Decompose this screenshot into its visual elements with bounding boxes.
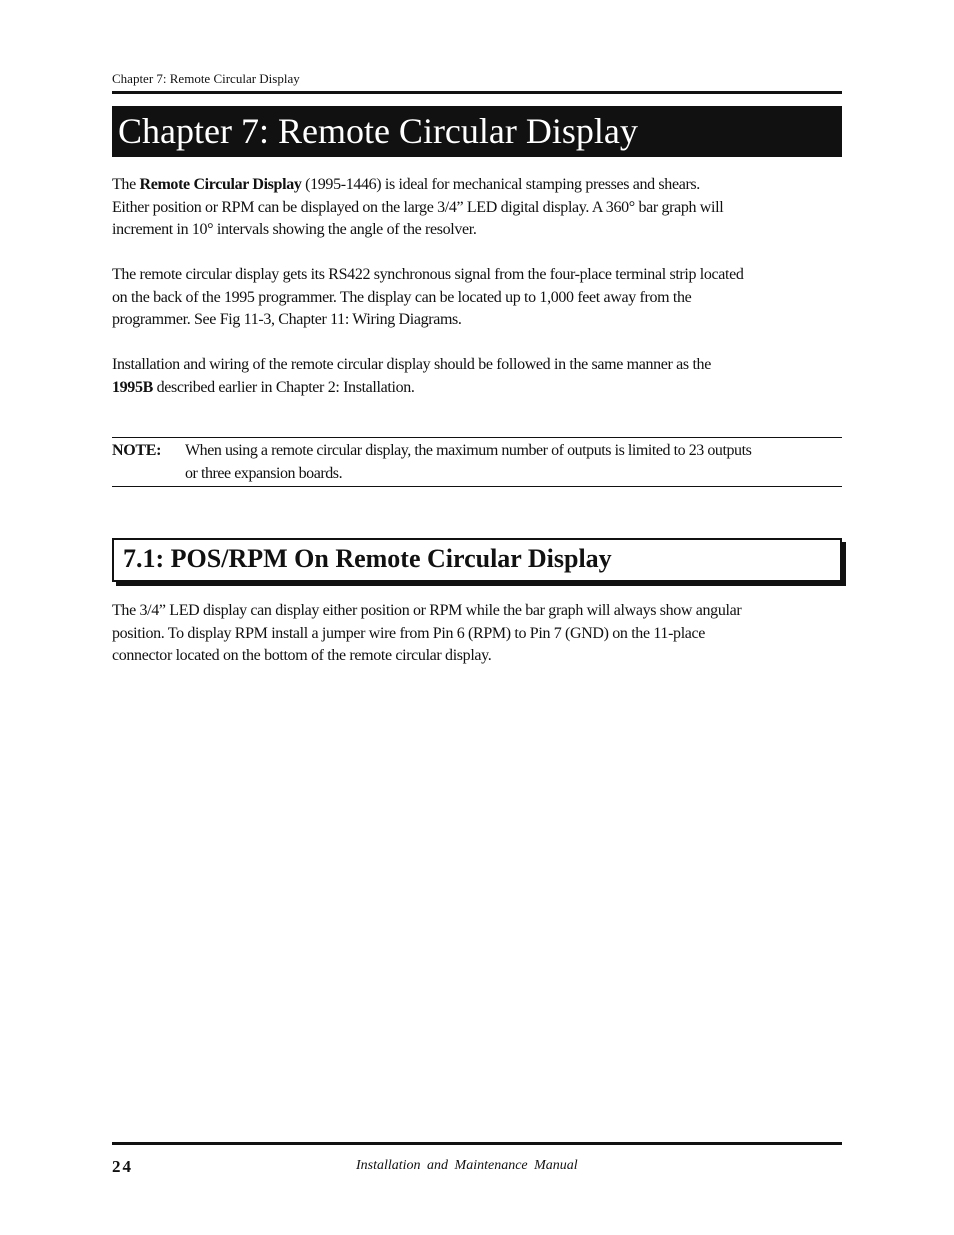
section-title: 7.1: POS/RPM On Remote Circular Display (123, 544, 612, 573)
footer-rule (112, 1142, 842, 1145)
running-header: Chapter 7: Remote Circular Display (112, 71, 300, 86)
intro-p3-line-1: Installation and wiring of the remote circular display should be followed in the same manner as the (112, 356, 711, 373)
section-paragraph (112, 600, 844, 668)
note-line-1: When using a remote circular display, the maximum number of outputs is limited to 23 outputs (185, 442, 752, 459)
model-name: 1995B (112, 378, 153, 396)
section-line-2: position. To display RPM install a jumper wire from Pin 6 (RPM) to Pin 7 (GND) on the 11-place (112, 624, 706, 642)
note-bottom-rule (112, 486, 842, 487)
intro-paragraph-2 (112, 264, 844, 332)
intro-p3-line-2: 1995B described earlier in Chapter 2: Installation. (112, 378, 415, 396)
intro-p1-line-1: The Remote Circular Display (1995-1446) is ideal for mechanical stamping presses and shears. (112, 176, 700, 193)
chapter-title: Chapter 7: Remote Circular Display (118, 111, 638, 151)
intro-p1-line-2: Either position or RPM can be displayed on the large 3/4” LED digital display. A 360° bar graph will (112, 198, 724, 216)
intro-p1-line-3: increment in 10° intervals showing the angle of the resolver. (112, 221, 477, 238)
section-heading-box (112, 538, 842, 582)
intro-paragraph-1 (112, 174, 844, 242)
note-line-2: or three expansion boards. (185, 464, 343, 482)
note-label: NOTE: (112, 442, 162, 459)
product-name: Remote Circular Display (139, 176, 302, 193)
note-body (185, 440, 845, 485)
intro-p2-line-1: The remote circular display gets its RS422 synchronous signal from the four-place terminal strip located (112, 266, 744, 283)
footer-manual-title: Installation and Maintenance Manual (356, 1158, 578, 1173)
note-top-rule (112, 437, 842, 438)
section-line-1: The 3/4” LED display can display either position or RPM while the bar graph will always show angular (112, 602, 742, 619)
page-number: 24 (112, 1157, 133, 1176)
section-line-3: connector located on the bottom of the remote circular display. (112, 647, 492, 664)
header-rule (112, 91, 842, 94)
chapter-title-banner (112, 106, 842, 157)
intro-paragraph-3 (112, 354, 844, 399)
intro-p2-line-2: on the back of the 1995 programmer. The display can be located up to 1,000 feet away from the (112, 288, 692, 306)
intro-p2-line-3: programmer. See Fig 11-3, Chapter 11: Wiring Diagrams. (112, 311, 462, 328)
